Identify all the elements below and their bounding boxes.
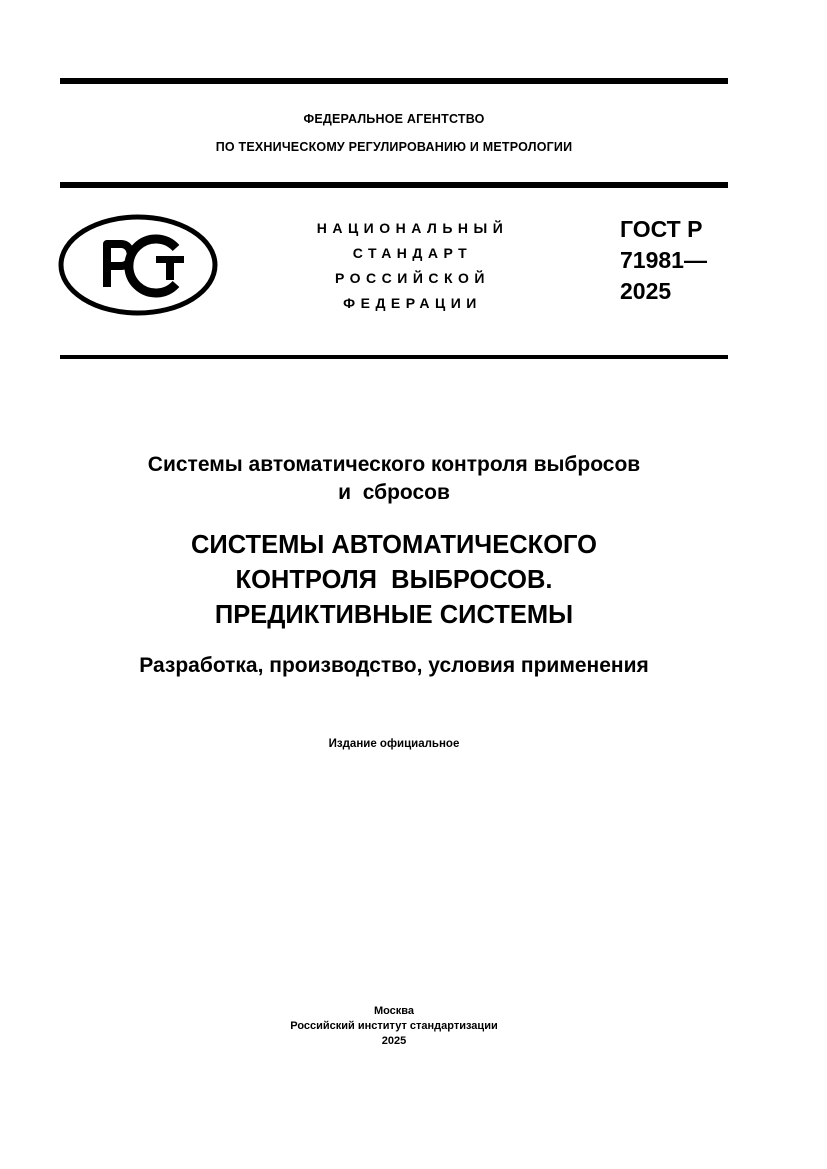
standard-subtitle: Разработка, производство, условия применения bbox=[139, 654, 649, 677]
agency-name-line1: ФЕДЕРАЛЬНОЕ АГЕНТСТВО bbox=[303, 112, 485, 126]
edition-note: Издание официальное bbox=[328, 738, 460, 750]
title-line: ПРЕДИКТИВНЫЕ СИСТЕМЫ bbox=[214, 601, 574, 629]
title-line: КОНТРОЛЯ ВЫБРОСОВ. bbox=[235, 566, 553, 594]
rst-logo-icon bbox=[58, 214, 218, 316]
topic-line1: Системы автоматического контроля выбросов bbox=[147, 453, 641, 476]
header-bottom-rule bbox=[60, 355, 728, 359]
imprint-publisher: Российский институт стандартизации bbox=[290, 1020, 498, 1032]
designation-line: РОССИЙСКОЙ bbox=[335, 270, 490, 286]
header-rule bbox=[60, 182, 728, 188]
imprint-year: 2025 bbox=[381, 1035, 407, 1047]
imprint-city: Москва bbox=[373, 1005, 415, 1017]
standard-designation bbox=[290, 216, 535, 316]
standard-title bbox=[60, 528, 728, 633]
gost-number-line: 2025 bbox=[620, 278, 672, 304]
top-rule bbox=[60, 78, 728, 84]
gost-number bbox=[620, 214, 730, 307]
agency-name-line2: ПО ТЕХНИЧЕСКОМУ РЕГУЛИРОВАНИЮ И МЕТРОЛОГИИ bbox=[215, 140, 573, 154]
gost-number-line: 71981— bbox=[620, 247, 707, 273]
designation-line: СТАНДАРТ bbox=[352, 245, 473, 261]
gost-number-line: ГОСТ Р bbox=[620, 216, 703, 242]
title-line: СИСТЕМЫ АВТОМАТИЧЕСКОГО bbox=[190, 531, 598, 559]
designation-line: ФЕДЕРАЦИИ bbox=[343, 295, 482, 311]
designation-line: НАЦИОНАЛЬНЫЙ bbox=[316, 220, 509, 236]
topic-line2: и сбросов bbox=[338, 481, 450, 504]
imprint bbox=[60, 1004, 728, 1049]
standard-topic bbox=[60, 451, 728, 507]
